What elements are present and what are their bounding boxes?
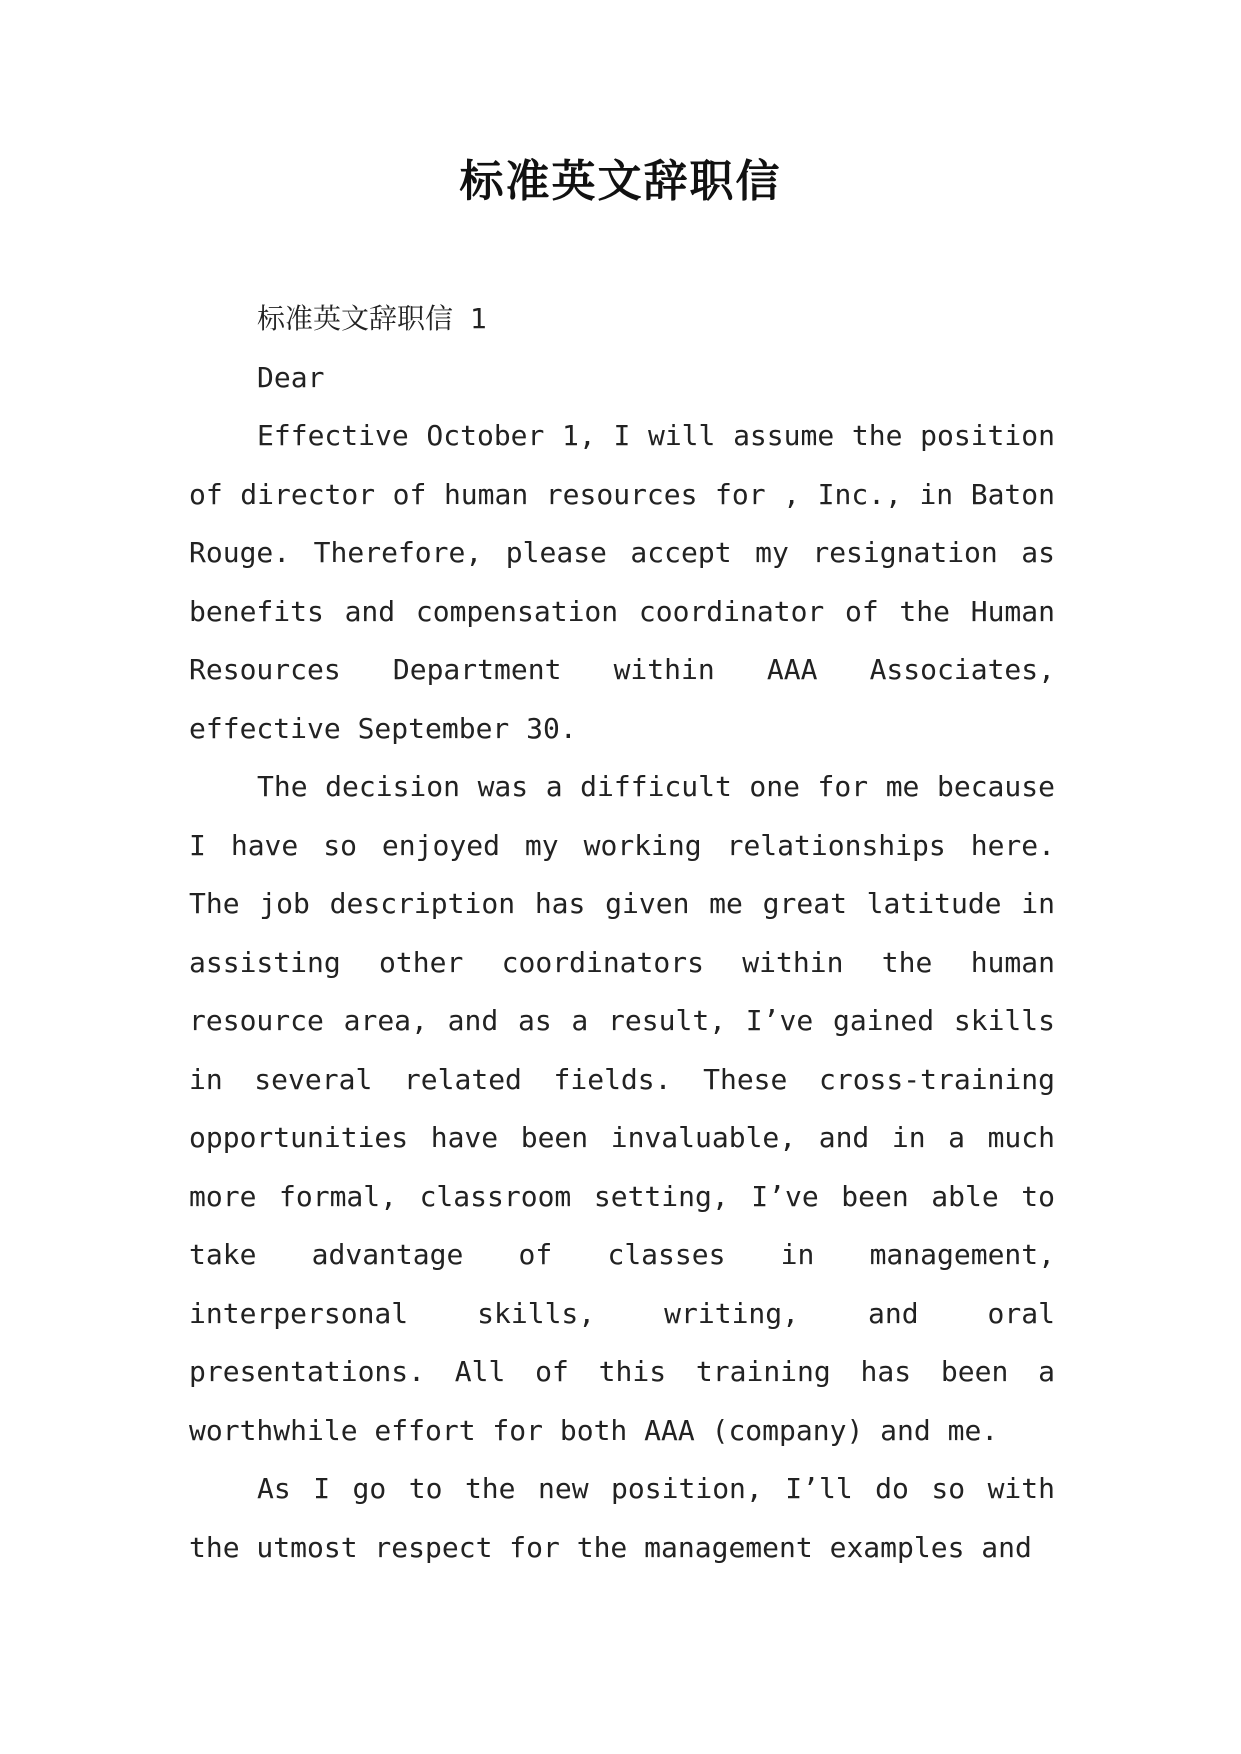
- paragraph-3: As I go to the new position, I’ll do so with the utmost respect for the management examples and: [189, 1472, 1055, 1564]
- document-title: 标准英文辞职信: [459, 156, 782, 207]
- section-heading: 标准英文辞职信 1: [257, 302, 487, 335]
- paragraph-1: Effective October 1, I will assume the position of director of human resources for , Inc., in Baton Rouge. Therefore, please accept my resignation as benefits and compensation coordinator of the Human Resources Department within AAA Associates, effective September 30.: [189, 419, 1055, 745]
- document-body: [189, 290, 1055, 1577]
- paragraph-2: The decision was a difficult one for me because I have so enjoyed my working relationships here. The job description has given me great latitude in assisting other coordinators within the human resource area, and as a result, I’ve gained skills in several related fields. These cross-training opportunities have been invaluable, and in a much more formal, classroom setting, I’ve been able to take advantage of classes in management, interpersonal skills, writing, and oral presentations. All of this training has been a worthwhile effort for both AAA (company) and me.: [189, 770, 1055, 1447]
- salutation: Dear: [257, 360, 325, 394]
